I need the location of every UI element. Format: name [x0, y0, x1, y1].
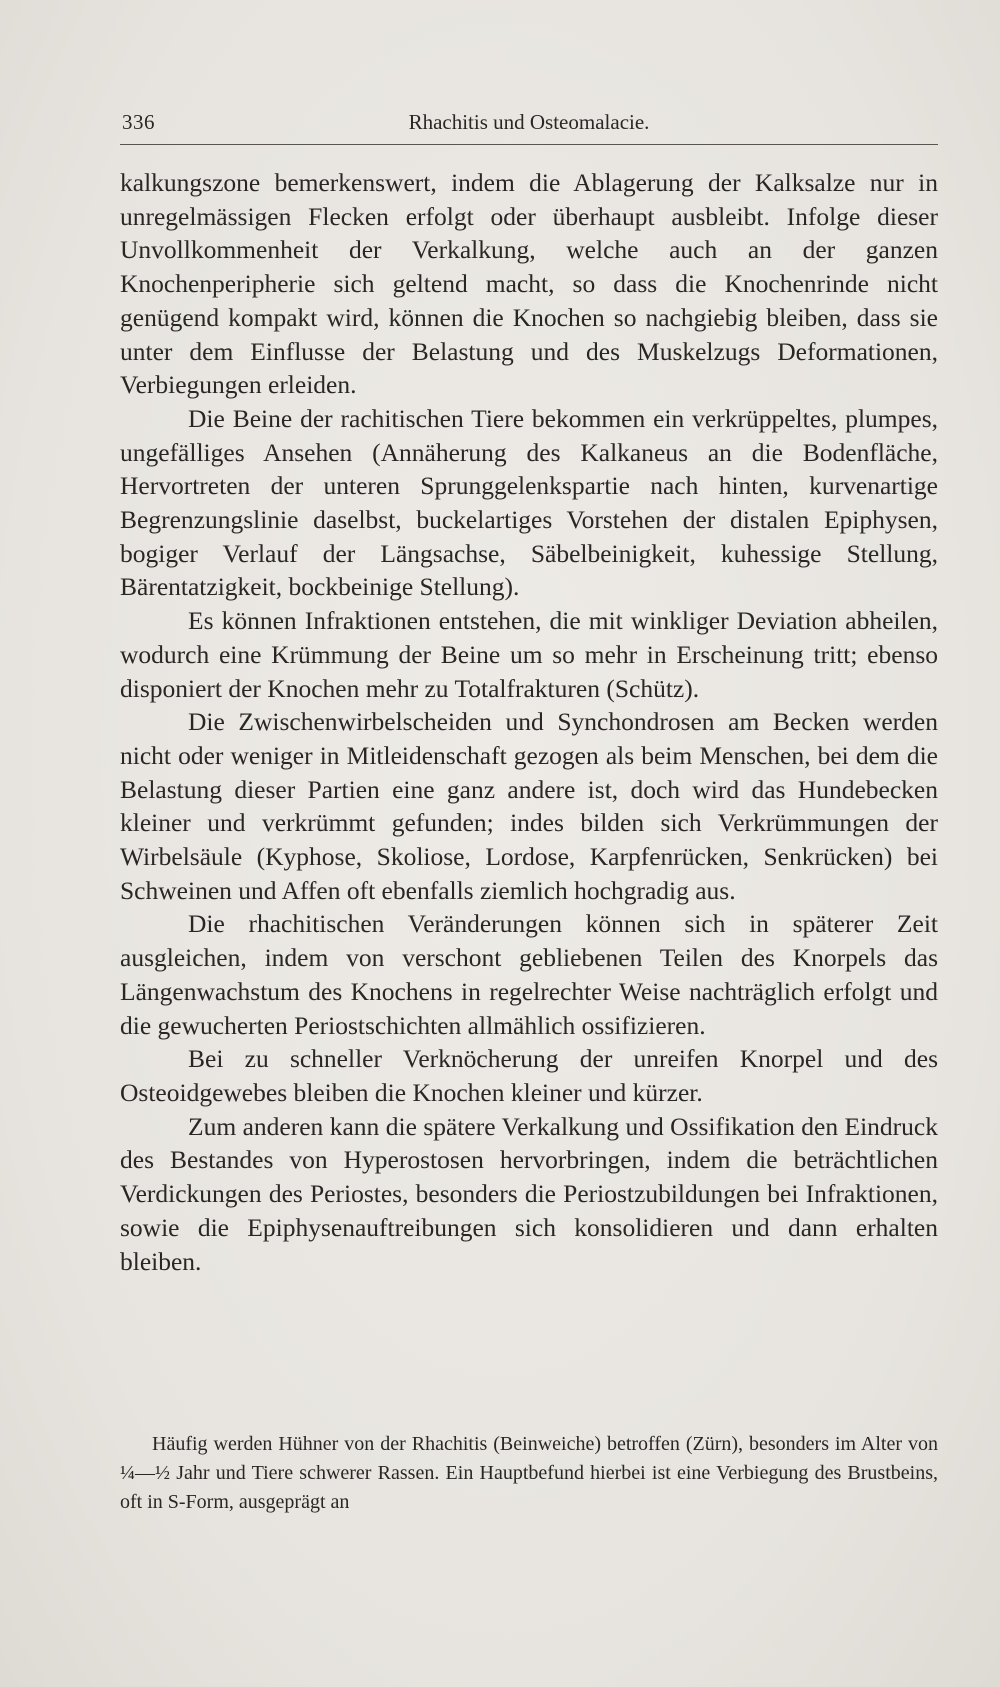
- page-number: 336: [122, 110, 155, 134]
- paragraph: Bei zu schneller Verknöcherung der unreifen Knorpel und des Osteoidgewebes bleiben die Knochen kleiner und kürzer.: [120, 1044, 938, 1107]
- paragraph: Zum anderen kann die spätere Verkalkung und Ossifikation den Eindruck des Bestandes von Hyperostosen hervorbringen, indem die beträchtlichen Verdickungen des Periostes, besonders die Periostzubildungen bei Infraktionen, sowie die Epiphysenauftreibungen sich konsolidieren und dann erhalten bleiben.: [120, 1111, 938, 1276]
- paragraph: Die Beine der rachitischen Tiere bekommen ein verkrüppeltes, plumpes, ungefälliges Ansehen (Annäherung des Kalkaneus an die Bodenfläche, Hervortreten der unteren Sprunggelenkspartie nach hinten, kurvenartige Begrenzungslinie daselbst, buckelartiges Vorstehen der distalen Epiphysen, bogiger Verlauf der Längsachse, Säbelbeinigkeit, kuhessige Stellung, Bärentatzigkeit, bockbeinige Stellung).: [120, 403, 938, 602]
- footnote: [120, 1430, 938, 1517]
- paragraph: kalkungszone bemerkenswert, indem die Ablagerung der Kalksalze nur in unregelmässigen Flecken erfolgt oder überhaupt ausbleibt. Infolge dieser Unvollkommenheit der Verkalkung, welche auch an der ganzen Knochenperipherie sich geltend macht, so dass die Knochenrinde nicht genügend kompakt wird, können die Knochen so nachgiebig bleiben, dass sie unter dem Einflusse der Belastung und des Muskelzugs Deformationen, Verbiegungen erleiden.: [120, 168, 938, 400]
- paragraph: Die Zwischenwirbelscheiden und Synchondrosen am Becken werden nicht oder weniger in Mitleidenschaft gezogen als beim Menschen, bei dem die Belastung dieser Partien eine ganz andere ist, doch wird das Hundebecken kleiner und verkrümmt gefunden; indes bilden sich Verkrümmungen der Wirbelsäule (Kyphose, Skoliose, Lordose, Karpfenrücken, Senkrücken) bei Schweinen und Affen oft ebenfalls ziemlich hochgradig aus.: [120, 707, 938, 905]
- running-title: Rhachitis und Osteomalacie.: [408, 110, 650, 134]
- page-header: [120, 108, 938, 145]
- body-text: [120, 166, 938, 1278]
- paragraph: Die rhachitischen Veränderungen können sich in späterer Zeit ausgleichen, indem von verschont gebliebenen Teilen des Knorpels das Längenwachstum des Knochens in regelrechter Weise nachträglich erfolgt und die gewucherten Periostschichten allmählich ossifizieren.: [120, 909, 938, 1040]
- paragraph: Es können Infraktionen entstehen, die mit winkliger Deviation abheilen, wodurch eine Krümmung der Beine um so mehr in Erscheinung tritt; ebenso disponiert der Knochen mehr zu Totalfrakturen (Schütz).: [120, 606, 938, 703]
- footnote-text: Häufig werden Hühner von der Rhachitis (Beinweiche) betroffen (Zürn), besonders im Alter von ¼—½ Jahr und Tiere schwerer Rassen. Ein Hauptbefund hierbei ist eine Verbiegung des Brustbeins, oft in S-Form, ausgeprägt an: [120, 1433, 938, 1513]
